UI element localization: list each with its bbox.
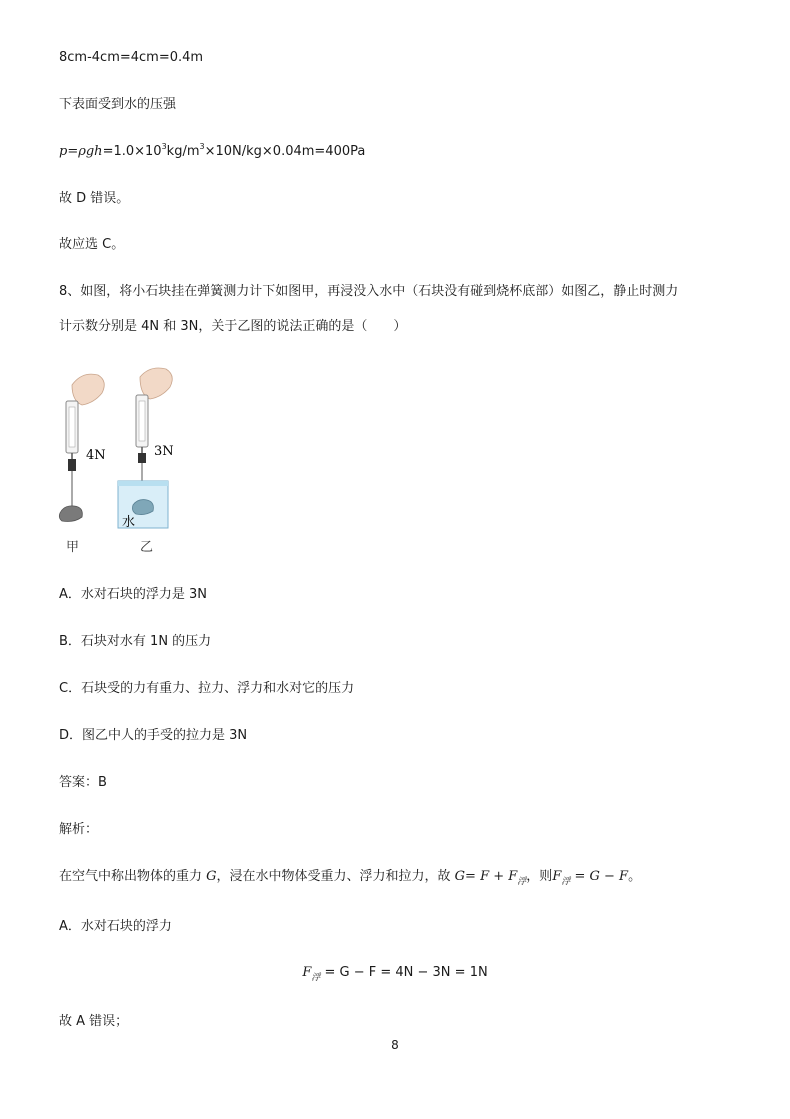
formula-part: ×10N/kg×0.04m=400Pa — [204, 144, 366, 159]
stone-icon — [59, 506, 82, 522]
text-line: 下表面受到水的压强 — [59, 97, 177, 112]
label-yi: 乙 — [140, 540, 154, 555]
formula-part: =1.0×10 — [102, 144, 162, 159]
text-line: 故应选 C。 — [59, 237, 125, 252]
text-line: A．水对石块的浮力 — [59, 919, 172, 934]
label-jia: 甲 — [66, 540, 80, 555]
option-a: A．水对石块的浮力是 3N — [59, 587, 208, 602]
question-text: 计示数分别是 4N 和 3N，关于乙图的说法正确的是（ ） — [59, 319, 407, 334]
pressure-formula — [59, 143, 365, 162]
explanation-line: 在空气中称出物体的重力 G，浸在水中物体受重力、浮力和拉力，故 $G= F + F_浮$，则$F_浮 = G - F$。 — [59, 869, 642, 887]
exponent: 3 — [199, 142, 205, 151]
reading-jia: 4N — [86, 448, 106, 463]
text-line: 故 D 错误。 — [59, 191, 130, 206]
hand-icon — [72, 374, 104, 405]
hand-icon — [140, 368, 172, 399]
water-label: 水 — [122, 515, 136, 530]
option-b: B．石块对水有 1N 的压力 — [59, 634, 212, 649]
question-text: 8、如图，将小石块挂在弹簧测力计下如图甲，再浸没入水中（石块没有碰到烧杯底部）如图乙，静止时测力 — [59, 284, 679, 299]
spring-scale-figure — [52, 365, 192, 560]
analysis-heading: 解析： — [59, 822, 99, 837]
buoyancy-formula: $F_浮 = G - F = 4N - 3N = 1N$ — [302, 965, 488, 983]
answer: 答案：B — [59, 775, 107, 790]
exponent: 3 — [161, 142, 167, 151]
text-line: 8cm-4cm=4cm=0.4m — [59, 50, 204, 65]
page-number: 8 — [391, 1038, 399, 1052]
option-d: D．图乙中人的手受的拉力是 3N — [59, 728, 248, 743]
text-line: 故 A 错误； — [59, 1014, 129, 1029]
formula-symbols: p=ρgh — [59, 144, 103, 159]
stone-icon — [132, 500, 153, 515]
reading-yi: 3N — [154, 444, 174, 459]
formula-unit: kg/m — [166, 144, 200, 159]
option-c: C．石块受的力有重力、拉力、浮力和水对它的压力 — [59, 681, 355, 696]
